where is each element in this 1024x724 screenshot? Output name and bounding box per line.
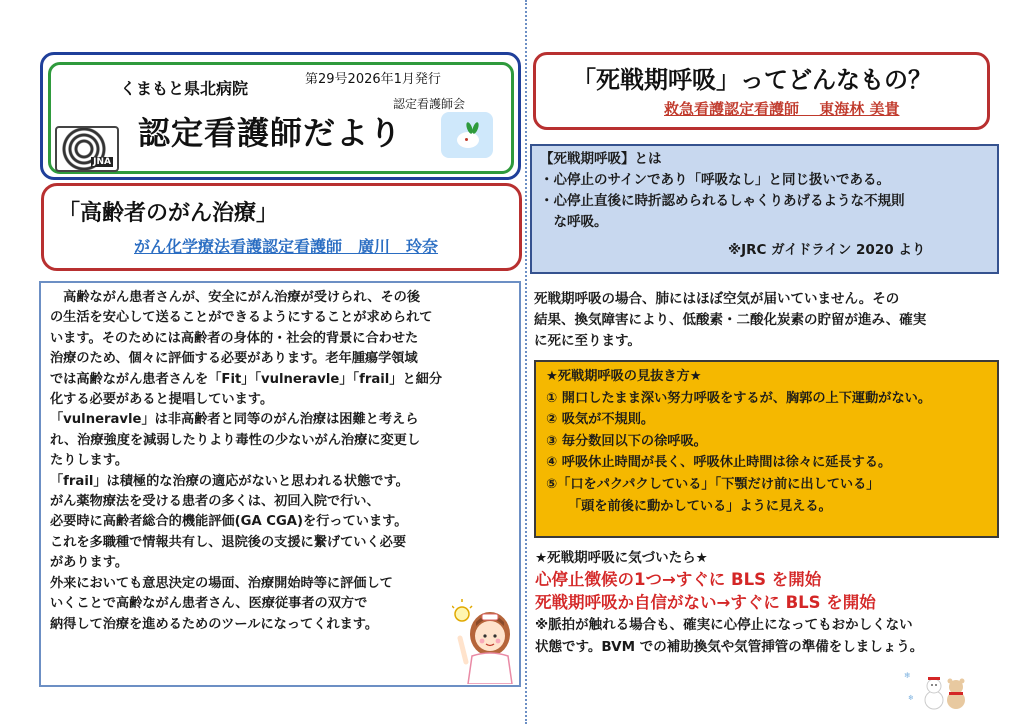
issue-number: 第29号2026年1月発行: [305, 72, 441, 87]
body-line: 高齢ながん患者さんが、安全にがん治療が受けられ、その後: [50, 290, 421, 305]
body-line: たりします。: [50, 453, 129, 469]
sign-item: ③ 毎分数回以下の徐呼吸。: [546, 433, 707, 449]
body-line: いくことで高齢ながん患者さん、医療従事者の双方で: [50, 596, 368, 612]
body-line: 「frail」は積極的な治療の適応がないと思われる状態です。: [50, 473, 409, 489]
snowmen-illustration: [902, 666, 972, 712]
sign-item: ⑤「口をパクパクしている」「下顎だけ前に出している」: [546, 476, 880, 492]
signs-heading: ★死戦期呼吸の見抜き方★: [546, 369, 702, 384]
body-line: がん薬物療法を受ける患者の多くは、初回入院で行い、: [50, 494, 380, 510]
body-line: 外来においても意思決定の場面、治療開始時等に評価して: [50, 575, 393, 591]
signs-list: [546, 366, 931, 517]
left-article-body: [50, 288, 512, 635]
left-article-author: がん化学療法看護認定看護師 廣川 玲奈: [134, 237, 439, 256]
sign-item: ① 開口したまま深い努力呼吸をするが、胸郭の上下運動がない。: [546, 390, 932, 406]
right-paragraph: [534, 289, 926, 352]
right-article-author: 救急看護認定看護師 東海林 美貴: [664, 100, 900, 118]
svg-text:❄: ❄: [908, 694, 914, 702]
body-line: これを多職種で情報共有し、退院後の支援に繋げていく必要: [50, 534, 407, 550]
nurse-illustration: [452, 598, 516, 684]
sign-item: ④ 呼吸休止時間が長く、呼吸休止時間は徐々に延長する。: [546, 455, 892, 471]
definition-line: 【死戦期呼吸】とは: [540, 151, 662, 167]
jna-logo: [55, 126, 119, 172]
newsletter-title: 認定看護師だより: [138, 114, 403, 152]
body-line: 化する必要があると提唱しています。: [50, 392, 274, 408]
paragraph-line: 死戦期呼吸の場合、肺にはほぼ空気が届いていません。その: [534, 291, 900, 307]
action-red-line: 死戦期呼吸か自信がない→すぐに BLS を開始: [535, 593, 876, 612]
definition-text: [540, 149, 905, 233]
snow-bunny-illustration: [441, 112, 493, 158]
action-red-line: 心停止徴候の1つ→すぐに BLS を開始: [535, 570, 822, 589]
note-line: 状態です。BVM での補助換気や気管挿管の準備をしましょう。: [535, 639, 924, 655]
body-line: の生活を安心して送ることができるようにすることが求められて: [50, 310, 433, 326]
left-article-title: 「高齢者のがん治療」: [58, 201, 279, 226]
body-line: 納得して治療を進めるためのツールになってくれます。: [50, 616, 379, 632]
definition-source: ※JRC ガイドライン 2020 より: [728, 242, 926, 258]
actions-heading: ★死戦期呼吸に気づいたら★: [535, 550, 708, 566]
body-line: れ、治療強度を減弱したりより毒性の少ないがん治療に変更し: [50, 432, 421, 448]
definition-line: ・心停止のサインであり「呼吸なし」と同じ扱いである。: [540, 172, 891, 188]
actions-note: [535, 614, 923, 658]
column-divider: [525, 0, 527, 724]
body-line: 必要時に高齢者総合的機能評価(GA CGA)を行っています。: [50, 514, 408, 530]
department-name: 認定看護師会: [393, 97, 466, 111]
paragraph-line: に死に至ります。: [534, 333, 641, 349]
sign-item-continuation: 「頭を前後に動かしている」ように見える。: [568, 498, 832, 514]
body-line: 「vulneravle」は非高齢者と同等のがん治療は困難と考えら: [50, 412, 419, 428]
sign-item: ② 吸気が不規則。: [546, 412, 655, 428]
body-line: では高齢ながん患者さんを「Fit」「vulneravle」「frail」と細分: [50, 371, 443, 387]
logo-text: JNA: [93, 157, 111, 167]
body-line: 治療のため、個々に評価する必要があります。老年腫瘍学領域: [50, 351, 418, 367]
body-line: があります。: [50, 555, 129, 571]
hospital-name: くまもと県北病院: [120, 79, 249, 98]
right-article-title: 「死戦期呼吸」ってどんなもの？: [572, 66, 932, 94]
paragraph-line: 結果、換気障害により、低酸素・二酸化炭素の貯留が進み、確実: [534, 312, 927, 328]
definition-line: ・心停止直後に時折認められるしゃくりあげるような不規則: [540, 193, 905, 209]
note-line: ※脈拍が触れる場合も、確実に心停止になってもおかしくない: [535, 617, 913, 633]
definition-line: な呼吸。: [540, 214, 608, 230]
body-line: います。そのためには高齢者の身体的・社会的背景に合わせた: [50, 330, 419, 346]
svg-text:❄: ❄: [904, 671, 911, 680]
